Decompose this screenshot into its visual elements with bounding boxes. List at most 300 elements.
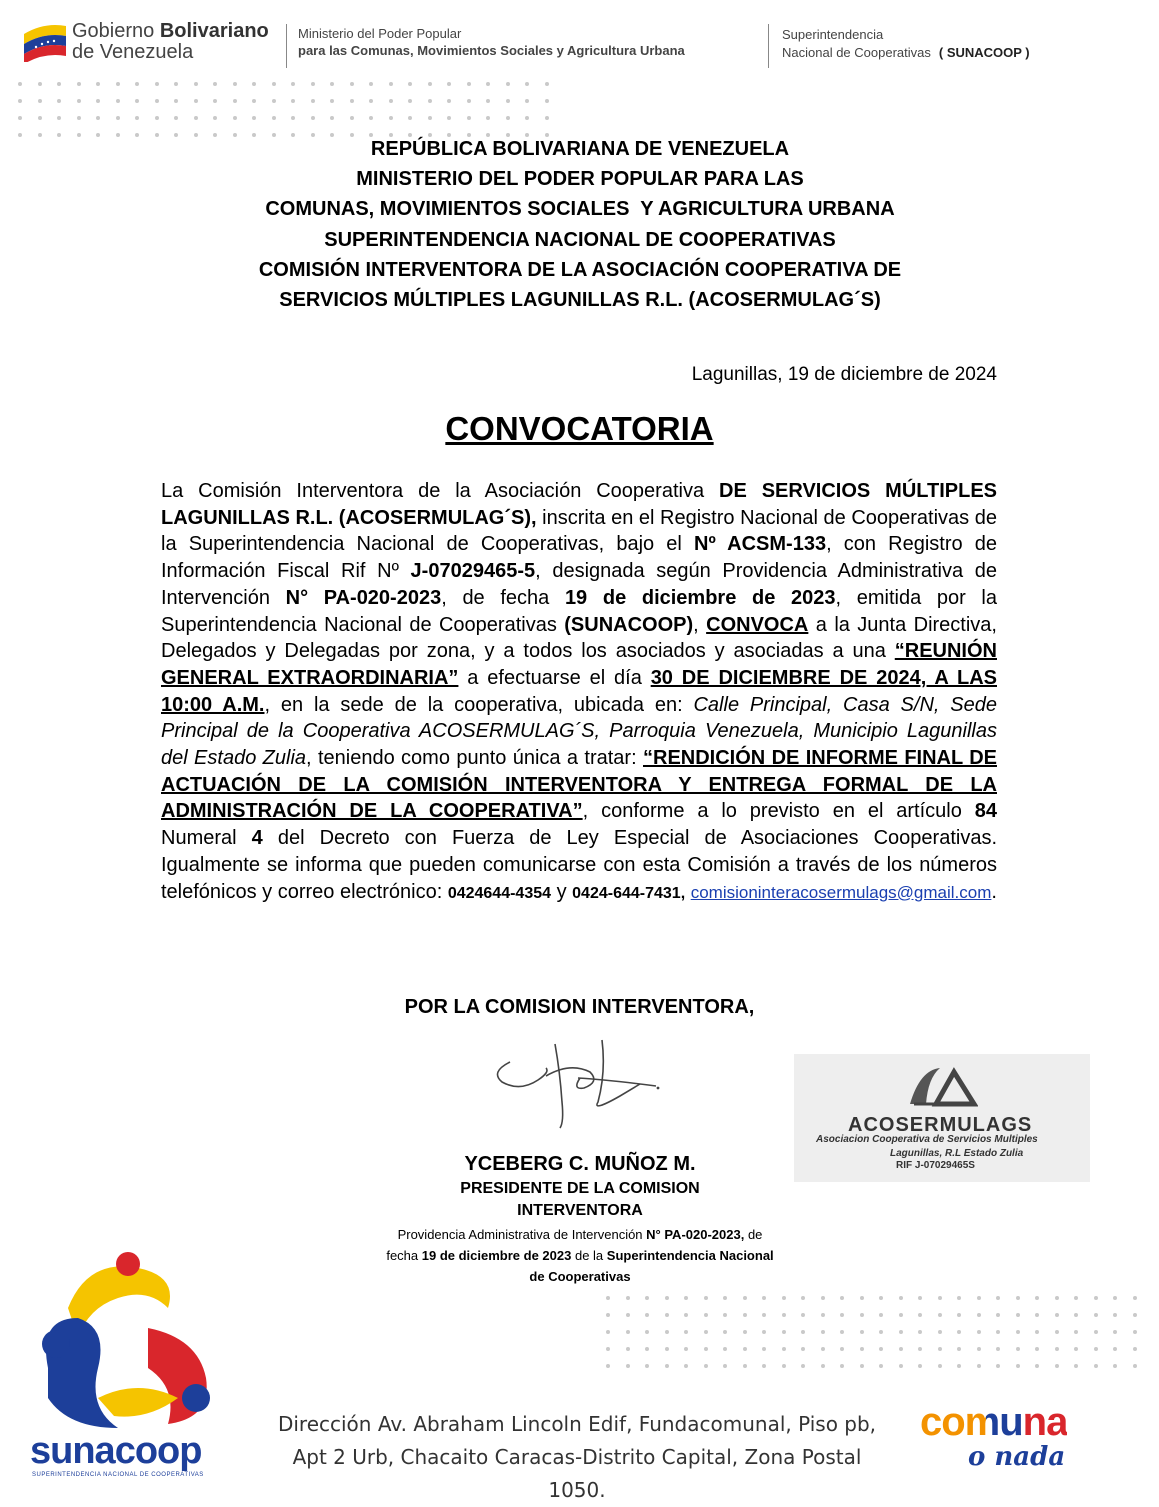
body-text: , de fecha bbox=[441, 586, 565, 609]
decorative-dot bbox=[957, 1364, 961, 1368]
decorative-dot bbox=[57, 133, 61, 137]
decorative-dot bbox=[155, 99, 159, 103]
decorative-dot bbox=[135, 99, 139, 103]
decorative-dot bbox=[840, 1296, 844, 1300]
decorative-dot bbox=[684, 1347, 688, 1351]
decorative-dot bbox=[626, 1364, 630, 1368]
decorative-dot bbox=[782, 1330, 786, 1334]
decorative-dot bbox=[291, 99, 295, 103]
decorative-dot bbox=[977, 1347, 981, 1351]
decorative-dot bbox=[77, 116, 81, 120]
prov-number: N° PA-020-2023, bbox=[646, 1227, 745, 1242]
ministry-line1: Ministerio del Poder Popular bbox=[298, 26, 462, 41]
decorative-dot bbox=[1133, 1296, 1137, 1300]
body-text: Numeral bbox=[161, 827, 252, 850]
body-text: La Comisión Interventora de la Asociación Cooperativa bbox=[161, 480, 719, 502]
decorative-dot bbox=[645, 1313, 649, 1317]
decorative-dot bbox=[1016, 1313, 1020, 1317]
address-line2: Apt 2 Urb, Chacaito Caracas-Distrito Capital, Zona Postal 1050. bbox=[292, 1445, 862, 1502]
phone-number-2: 0424-644-7431, bbox=[572, 884, 686, 902]
decorative-dot bbox=[801, 1296, 805, 1300]
decorative-dot bbox=[1016, 1296, 1020, 1300]
decorative-dot bbox=[996, 1313, 1000, 1317]
decorative-dots-top bbox=[18, 82, 558, 142]
decorative-dot bbox=[506, 82, 510, 86]
decorative-dot bbox=[57, 82, 61, 86]
decorative-dot bbox=[782, 1296, 786, 1300]
stamp-line2: Lagunillas, R.L Estado Zulia bbox=[890, 1148, 1024, 1159]
decorative-dot bbox=[252, 99, 256, 103]
handwritten-signature bbox=[480, 1032, 680, 1132]
decorative-dot bbox=[957, 1296, 961, 1300]
decorative-dot bbox=[918, 1330, 922, 1334]
decorative-dots-right bbox=[606, 1296, 1146, 1376]
decorative-dot bbox=[1055, 1313, 1059, 1317]
superintendencia-name bbox=[782, 26, 1030, 62]
decorative-dot bbox=[272, 82, 276, 86]
decorative-dot bbox=[1133, 1347, 1137, 1351]
decorative-dot bbox=[821, 1313, 825, 1317]
super-line1: Superintendencia bbox=[782, 27, 884, 42]
decorative-dot bbox=[96, 133, 100, 137]
decorative-dot bbox=[1035, 1364, 1039, 1368]
decorative-dot bbox=[1055, 1296, 1059, 1300]
decorative-dot bbox=[743, 1330, 747, 1334]
comuna-o-nada-logo bbox=[920, 1400, 1140, 1480]
decorative-dot bbox=[977, 1330, 981, 1334]
ministry-name bbox=[298, 25, 685, 59]
signer-providencia bbox=[380, 1224, 780, 1287]
decorative-dot bbox=[77, 99, 81, 103]
decorative-dot bbox=[977, 1296, 981, 1300]
body-text: , conforme a lo previsto en el artículo bbox=[582, 800, 975, 823]
gob-line1-b: Bolivariano bbox=[159, 20, 269, 42]
decorative-dot bbox=[860, 1296, 864, 1300]
decorative-dot bbox=[545, 99, 549, 103]
decorative-dot bbox=[918, 1364, 922, 1368]
decorative-dot bbox=[96, 116, 100, 120]
decorative-dot bbox=[525, 99, 529, 103]
document-date: Lagunillas, 19 de diciembre de 2024 bbox=[691, 364, 997, 385]
decorative-dot bbox=[545, 116, 549, 120]
phone-number-1: 0424644-4354 bbox=[447, 884, 552, 902]
decorative-dot bbox=[1094, 1313, 1098, 1317]
decorative-dot bbox=[918, 1313, 922, 1317]
providencia-date: 19 de diciembre de 2023 bbox=[564, 586, 836, 609]
decorative-dot bbox=[684, 1364, 688, 1368]
decorative-dot bbox=[1113, 1313, 1117, 1317]
decorative-dot bbox=[18, 116, 22, 120]
decorative-dot bbox=[389, 99, 393, 103]
decorative-dot bbox=[291, 82, 295, 86]
decorative-dot bbox=[369, 99, 373, 103]
decorative-dot bbox=[1035, 1330, 1039, 1334]
decorative-dot bbox=[704, 1347, 708, 1351]
decorative-dot bbox=[350, 116, 354, 120]
decorative-dot bbox=[957, 1330, 961, 1334]
institution-line: SUPERINTENDENCIA NACIONAL DE COOPERATIVAS bbox=[324, 228, 836, 251]
o-nada-wordmark: o nada bbox=[968, 1442, 1066, 1472]
decorative-dot bbox=[996, 1347, 1000, 1351]
signer-role-line1: PRESIDENTE DE LA COMISION bbox=[460, 1180, 700, 1197]
decorative-dot bbox=[762, 1296, 766, 1300]
decorative-dot bbox=[782, 1313, 786, 1317]
decorative-dot bbox=[96, 82, 100, 86]
decorative-dot bbox=[330, 82, 334, 86]
decorative-dot bbox=[723, 1296, 727, 1300]
decorative-dot bbox=[918, 1296, 922, 1300]
institution-line: SERVICIOS MÚLTIPLES LAGUNILLAS R.L. (ACOSERMULAG´S) bbox=[279, 289, 881, 312]
decorative-dot bbox=[1016, 1347, 1020, 1351]
decorative-dot bbox=[957, 1347, 961, 1351]
decorative-dot bbox=[155, 82, 159, 86]
stamp-name: ACOSERMULAGS bbox=[848, 1114, 1033, 1136]
decorative-dot bbox=[1113, 1347, 1117, 1351]
decorative-dot bbox=[506, 99, 510, 103]
decorative-dot bbox=[135, 82, 139, 86]
decorative-dot bbox=[879, 1296, 883, 1300]
decorative-dot bbox=[252, 116, 256, 120]
decorative-dot bbox=[860, 1330, 864, 1334]
decorative-dot bbox=[155, 116, 159, 120]
decorative-dot bbox=[1074, 1296, 1078, 1300]
decorative-dot bbox=[626, 1347, 630, 1351]
prov-text: de la bbox=[571, 1248, 607, 1263]
decorative-dot bbox=[38, 82, 42, 86]
sunacoop-wordmark: sunacoop bbox=[30, 1430, 202, 1472]
decorative-dot bbox=[1113, 1364, 1117, 1368]
institution-line: COMUNAS, MOVIMIENTOS SOCIALES Y AGRICULTURA URBANA bbox=[265, 198, 895, 221]
decorative-dot bbox=[840, 1330, 844, 1334]
address-line1: Dirección Av. Abraham Lincoln Edif, Fundacomunal, Piso pb, bbox=[277, 1412, 877, 1436]
decorative-dot bbox=[174, 99, 178, 103]
body-text: a la Junta Directiva, Delegados y Delegadas por zona, y a todos los asociados y asociadas a una bbox=[161, 613, 997, 663]
document-title: CONVOCATORIA bbox=[445, 410, 714, 447]
decorative-dot bbox=[743, 1296, 747, 1300]
decorative-dot bbox=[369, 82, 373, 86]
decorative-dot bbox=[1074, 1313, 1078, 1317]
decorative-dot bbox=[174, 116, 178, 120]
providencia-number: N° PA-020-2023 bbox=[285, 586, 442, 609]
article-number: 84 bbox=[974, 800, 997, 823]
decorative-dot bbox=[389, 82, 393, 86]
decorative-dot bbox=[38, 116, 42, 120]
decorative-dot bbox=[467, 116, 471, 120]
decorative-dot bbox=[194, 99, 198, 103]
comuna-wordmark bbox=[920, 1400, 1067, 1445]
decorative-dot bbox=[389, 116, 393, 120]
comuna-word: comuna bbox=[920, 1400, 1068, 1444]
decorative-dot bbox=[428, 99, 432, 103]
decorative-dot bbox=[1094, 1296, 1098, 1300]
decorative-dot bbox=[486, 99, 490, 103]
decorative-dot bbox=[135, 133, 139, 137]
ministry-line2: para las Comunas, Movimientos Sociales y Agricultura Urbana bbox=[298, 43, 685, 58]
gobierno-bolivariano-logo-text bbox=[72, 21, 269, 63]
body-text: del Decreto con Fuerza de Ley Especial de Asociaciones Cooperativas. Igualmente se informa que pueden comunicarse con esta Comisión a través de los números telefónicos y correo electrónico: bbox=[161, 827, 997, 903]
decorative-dot bbox=[645, 1347, 649, 1351]
cooperative-stamp bbox=[794, 1054, 1090, 1182]
decorative-dot bbox=[1035, 1347, 1039, 1351]
meeting-location: Calle Principal, Casa S/N, Sede Principal de la Cooperativa ACOSERMULAG´S, Parroquia Venezuela, Municipio Lagunillas del Estado Zulia bbox=[161, 693, 997, 770]
decorative-dot bbox=[996, 1364, 1000, 1368]
stamp-line3: RIF J-07029465S bbox=[896, 1160, 975, 1171]
body-text: y bbox=[556, 880, 567, 903]
decorative-dot bbox=[369, 116, 373, 120]
page-header bbox=[20, 10, 1140, 70]
institution-line: COMISIÓN INTERVENTORA DE LA ASOCIACIÓN COOPERATIVA DE bbox=[258, 258, 902, 281]
decorative-dot bbox=[18, 99, 22, 103]
decorative-dot bbox=[408, 116, 412, 120]
decorative-dot bbox=[194, 82, 198, 86]
decorative-dot bbox=[1035, 1313, 1039, 1317]
decorative-dot bbox=[1016, 1330, 1020, 1334]
super-line2: Nacional de Cooperativas bbox=[782, 45, 931, 60]
decorative-dot bbox=[704, 1313, 708, 1317]
meeting-agenda: “RENDICIÓN DE INFORME FINAL DE ACTUACIÓN DE LA COMISIÓN INTERVENTORA Y ENTREGA FORMAL DE LA ADMINISTRACIÓN DE LA COOPERATIVA” bbox=[161, 747, 997, 823]
decorative-dot bbox=[467, 82, 471, 86]
decorative-dot bbox=[938, 1330, 942, 1334]
decorative-dot bbox=[1113, 1296, 1117, 1300]
decorative-dot bbox=[311, 116, 315, 120]
decorative-dot bbox=[96, 99, 100, 103]
convocation-body bbox=[161, 478, 997, 907]
decorative-dot bbox=[606, 1347, 610, 1351]
decorative-dot bbox=[1035, 1296, 1039, 1300]
decorative-dot bbox=[977, 1313, 981, 1317]
body-text: a efectuarse el día bbox=[458, 666, 651, 689]
institution-line: MINISTERIO DEL PODER POPULAR PARA LAS bbox=[356, 168, 804, 191]
decorative-dot bbox=[38, 99, 42, 103]
signer-block bbox=[380, 1150, 780, 1287]
prov-text: Providencia Administrativa de Intervención bbox=[397, 1227, 647, 1242]
body-text: , designada según Providencia Administrativa de Intervención bbox=[161, 560, 997, 609]
decorative-dot bbox=[606, 1364, 610, 1368]
institution-heading bbox=[150, 134, 1010, 315]
decorative-dot bbox=[57, 99, 61, 103]
decorative-dot bbox=[743, 1313, 747, 1317]
decorative-dot bbox=[684, 1296, 688, 1300]
decorative-dot bbox=[996, 1330, 1000, 1334]
decorative-dot bbox=[506, 116, 510, 120]
decorative-dot bbox=[447, 99, 451, 103]
stamp-line1: Asociacion Cooperativa de Servicios Multiples bbox=[816, 1134, 1038, 1145]
decorative-dot bbox=[879, 1330, 883, 1334]
signer-name: YCEBERG C. MUÑOZ M. bbox=[464, 1153, 696, 1175]
meeting-type: “REUNIÓN GENERAL EXTRAORDINARIA” bbox=[161, 640, 997, 689]
decorative-dot bbox=[38, 133, 42, 137]
decorative-dot bbox=[626, 1313, 630, 1317]
decorative-dot bbox=[743, 1347, 747, 1351]
decorative-dot bbox=[428, 82, 432, 86]
decorative-dot bbox=[1094, 1347, 1098, 1351]
decorative-dot bbox=[606, 1296, 610, 1300]
sunacoop-tagline: SUPERINTENDENCIA NACIONAL DE COOPERATIVAS bbox=[32, 1472, 204, 1478]
decorative-dot bbox=[1055, 1347, 1059, 1351]
acosermulags-logo-icon bbox=[906, 1064, 978, 1108]
decorative-dot bbox=[665, 1296, 669, 1300]
decorative-dot bbox=[899, 1296, 903, 1300]
decorative-dot bbox=[272, 99, 276, 103]
decorative-dot bbox=[350, 82, 354, 86]
decorative-dot bbox=[606, 1313, 610, 1317]
decorative-dot bbox=[77, 82, 81, 86]
prov-text: de fecha bbox=[386, 1227, 763, 1263]
meeting-datetime: 30 DE DICIEMBRE DE 2024, A LAS 10:00 A.M. bbox=[161, 666, 997, 716]
decorative-dot bbox=[938, 1296, 942, 1300]
decorative-dot bbox=[447, 116, 451, 120]
decorative-dot bbox=[665, 1313, 669, 1317]
decorative-dot bbox=[665, 1364, 669, 1368]
decorative-dot bbox=[821, 1330, 825, 1334]
decorative-dot bbox=[723, 1330, 727, 1334]
decorative-dot bbox=[1133, 1313, 1137, 1317]
decorative-dot bbox=[350, 99, 354, 103]
decorative-dot bbox=[821, 1347, 825, 1351]
decorative-dot bbox=[684, 1330, 688, 1334]
decorative-dot bbox=[1133, 1364, 1137, 1368]
body-text: , bbox=[693, 613, 707, 636]
decorative-dot bbox=[116, 99, 120, 103]
decorative-dot bbox=[1113, 1330, 1117, 1334]
decorative-dot bbox=[626, 1296, 630, 1300]
cooperative-name: DE SERVICIOS MÚLTIPLES LAGUNILLAS R.L. (ACOSERMULAG´S), bbox=[161, 480, 998, 529]
decorative-dot bbox=[821, 1296, 825, 1300]
decorative-dot bbox=[1055, 1330, 1059, 1334]
sunacoop-acronym: (SUNACOOP) bbox=[564, 613, 694, 636]
decorative-dot bbox=[311, 99, 315, 103]
decorative-dot bbox=[762, 1313, 766, 1317]
decorative-dot bbox=[860, 1313, 864, 1317]
decorative-dot bbox=[525, 82, 529, 86]
decorative-dot bbox=[18, 82, 22, 86]
decorative-dot bbox=[116, 82, 120, 86]
decorative-dot bbox=[330, 116, 334, 120]
signature-heading: POR LA COMISION INTERVENTORA, bbox=[404, 996, 755, 1018]
institution-line: REPÚBLICA BOLIVARIANA DE VENEZUELA bbox=[370, 138, 790, 160]
decorative-dot bbox=[723, 1313, 727, 1317]
decorative-dot bbox=[899, 1364, 903, 1368]
decorative-dot bbox=[723, 1347, 727, 1351]
decorative-dot bbox=[1016, 1364, 1020, 1368]
rif-number: J-07029465-5 bbox=[410, 560, 536, 583]
decorative-dot bbox=[467, 99, 471, 103]
decorative-dot bbox=[1133, 1330, 1137, 1334]
decorative-dot bbox=[1074, 1330, 1078, 1334]
decorative-dot bbox=[1094, 1364, 1098, 1368]
decorative-dot bbox=[801, 1347, 805, 1351]
decorative-dot bbox=[233, 116, 237, 120]
decorative-dot bbox=[1094, 1330, 1098, 1334]
decorative-dot bbox=[311, 82, 315, 86]
convoca-word: CONVOCA bbox=[706, 613, 809, 636]
decorative-dot bbox=[525, 116, 529, 120]
decorative-dot bbox=[821, 1364, 825, 1368]
decorative-dot bbox=[782, 1364, 786, 1368]
body-text: , emitida por la Superintendencia Nacional de Cooperativas bbox=[161, 586, 997, 636]
decorative-dot bbox=[1074, 1364, 1078, 1368]
prov-date: 19 de diciembre de 2023 bbox=[421, 1248, 572, 1263]
prov-entity: Superintendencia Nacional de Cooperativas bbox=[529, 1248, 774, 1284]
header-divider bbox=[286, 24, 287, 68]
super-acronym: ( SUNACOOP ) bbox=[938, 45, 1030, 60]
header-divider bbox=[768, 24, 769, 68]
decorative-dot bbox=[938, 1347, 942, 1351]
decorative-dot bbox=[428, 116, 432, 120]
decorative-dot bbox=[330, 99, 334, 103]
decorative-dot bbox=[704, 1296, 708, 1300]
decorative-dot bbox=[194, 116, 198, 120]
body-text: , teniendo como punto única a tratar: bbox=[306, 747, 643, 770]
gob-line1-a: Gobierno bbox=[72, 20, 155, 42]
decorative-dot bbox=[57, 116, 61, 120]
decorative-dot bbox=[233, 82, 237, 86]
decorative-dot bbox=[860, 1364, 864, 1368]
decorative-dot bbox=[879, 1364, 883, 1368]
decorative-dot bbox=[665, 1347, 669, 1351]
body-text: , con Registro de Información Fiscal Rif Nº bbox=[161, 533, 997, 583]
decorative-dot bbox=[116, 133, 120, 137]
decorative-dot bbox=[645, 1296, 649, 1300]
decorative-dot bbox=[135, 116, 139, 120]
decorative-dot bbox=[879, 1347, 883, 1351]
decorative-dot bbox=[545, 82, 549, 86]
decorative-dot bbox=[77, 133, 81, 137]
decorative-dot bbox=[606, 1330, 610, 1334]
decorative-dot bbox=[840, 1313, 844, 1317]
decorative-dot bbox=[645, 1364, 649, 1368]
decorative-dot bbox=[977, 1364, 981, 1368]
decorative-dot bbox=[801, 1364, 805, 1368]
footer-address bbox=[272, 1408, 882, 1507]
body-text: inscrita en el Registro Nacional de Cooperativas de la Superintendencia Nacional de Cooperativas, bajo el bbox=[161, 506, 997, 556]
decorative-dot bbox=[743, 1364, 747, 1368]
numeral-number: 4 bbox=[251, 827, 263, 850]
decorative-dot bbox=[1074, 1347, 1078, 1351]
decorative-dot bbox=[957, 1313, 961, 1317]
decorative-dot bbox=[645, 1330, 649, 1334]
decorative-dot bbox=[233, 99, 237, 103]
decorative-dot bbox=[408, 99, 412, 103]
registry-number: Nº ACSM-133 bbox=[694, 533, 827, 556]
decorative-dot bbox=[938, 1364, 942, 1368]
decorative-dot bbox=[762, 1347, 766, 1351]
decorative-dot bbox=[213, 82, 217, 86]
decorative-dot bbox=[938, 1313, 942, 1317]
decorative-dot bbox=[782, 1347, 786, 1351]
body-text: , en la sede de la cooperativa, ubicada en: bbox=[264, 693, 694, 716]
decorative-dot bbox=[918, 1347, 922, 1351]
decorative-dot bbox=[408, 82, 412, 86]
decorative-dot bbox=[291, 116, 295, 120]
signer-role-line2: INTERVENTORA bbox=[517, 1202, 643, 1219]
email-link[interactable]: comisioninteracosermulags@gmail.com bbox=[690, 882, 992, 902]
decorative-dot bbox=[174, 82, 178, 86]
decorative-dot bbox=[762, 1364, 766, 1368]
decorative-dot bbox=[801, 1313, 805, 1317]
decorative-dot bbox=[704, 1364, 708, 1368]
decorative-dot bbox=[762, 1330, 766, 1334]
decorative-dot bbox=[447, 82, 451, 86]
decorative-dot bbox=[840, 1347, 844, 1351]
decorative-dot bbox=[899, 1330, 903, 1334]
decorative-dot bbox=[626, 1330, 630, 1334]
decorative-dot bbox=[116, 116, 120, 120]
decorative-dot bbox=[801, 1330, 805, 1334]
decorative-dot bbox=[879, 1313, 883, 1317]
decorative-dot bbox=[486, 82, 490, 86]
decorative-dot bbox=[723, 1364, 727, 1368]
